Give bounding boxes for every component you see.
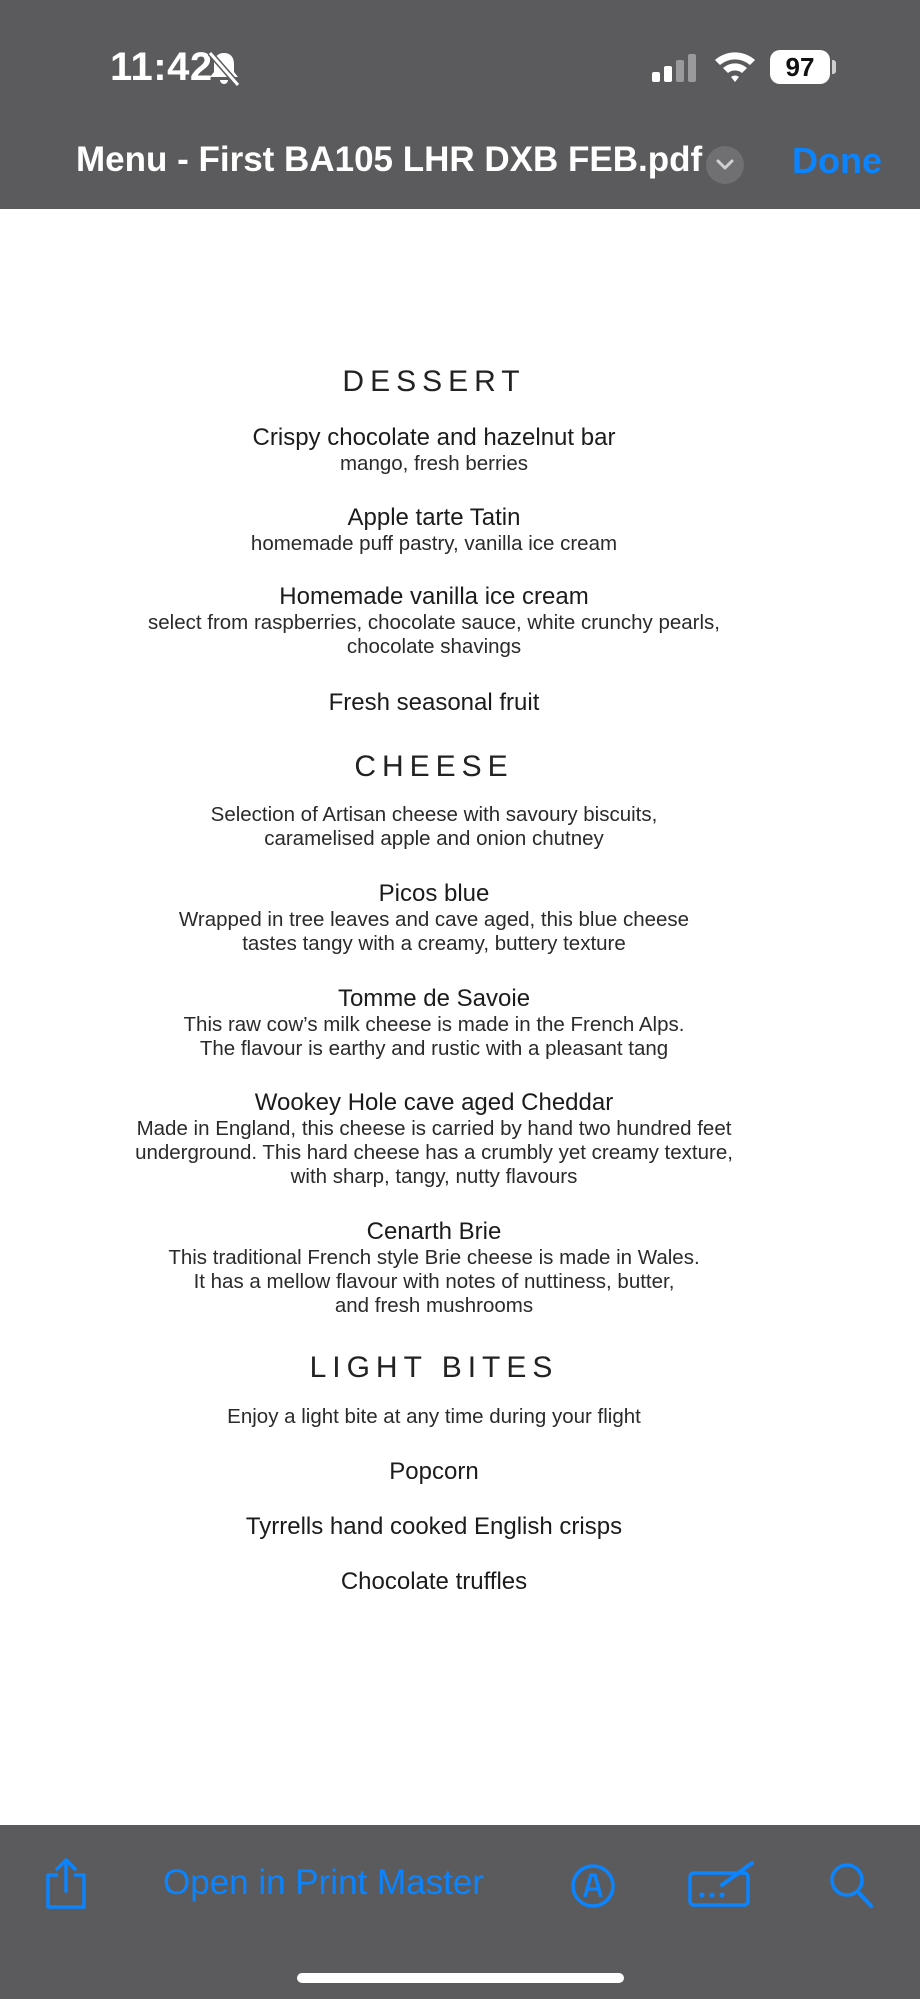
menu-item-desc: mango, fresh berries: [339, 452, 528, 475]
menu-item-desc: This traditional French style Brie cheese is made in Wales.: [168, 1246, 700, 1269]
cellular-signal-icon: [652, 52, 700, 84]
signature-icon[interactable]: [688, 1859, 756, 1909]
menu-item-desc: tastes tangy with a creamy, buttery texture: [242, 932, 626, 955]
section-intro: caramelised apple and onion chutney: [264, 827, 604, 850]
menu-item-name: Picos blue: [378, 880, 490, 907]
menu-item-name: Chocolate truffles: [340, 1568, 528, 1595]
markup-icon[interactable]: [570, 1863, 616, 1909]
chevron-down-icon: [715, 157, 735, 173]
section-heading-light-bites: LIGHT BITES: [309, 1351, 559, 1384]
document-title[interactable]: Menu - First BA105 LHR DXB FEB.pdf: [76, 140, 703, 179]
menu-item-desc: select from raspberries, chocolate sauce, white crunchy pearls,: [148, 611, 720, 634]
open-in-print-master-button[interactable]: Open in Print Master: [163, 1863, 484, 1902]
menu-item-desc: with sharp, tangy, nutty flavours: [290, 1165, 578, 1188]
bottom-toolbar: [0, 1825, 920, 1999]
menu-item-name: Homemade vanilla ice cream: [279, 583, 589, 610]
menu-item-desc: Made in England, this cheese is carried by hand two hundred feet: [136, 1117, 732, 1140]
menu-item-name: Wookey Hole cave aged Cheddar: [254, 1089, 614, 1116]
section-heading-dessert: DESSERT: [342, 365, 526, 398]
section-heading-cheese: CHEESE: [354, 750, 514, 783]
menu-item-desc: and fresh mushrooms: [334, 1294, 534, 1317]
done-button[interactable]: Done: [792, 140, 882, 181]
menu-item-desc: chocolate shavings: [346, 635, 522, 658]
title-menu-button[interactable]: [706, 146, 744, 184]
battery-tip: [832, 60, 836, 74]
menu-item-desc: homemade puff pastry, vanilla ice cream: [250, 532, 618, 555]
section-intro: Selection of Artisan cheese with savoury biscuits,: [210, 803, 658, 826]
battery-indicator: 97: [770, 50, 830, 84]
menu-item-name: Fresh seasonal fruit: [328, 689, 540, 716]
home-indicator[interactable]: [297, 1973, 624, 1983]
share-icon[interactable]: [44, 1857, 88, 1911]
menu-item-desc: Wrapped in tree leaves and cave aged, this blue cheese: [178, 908, 690, 931]
menu-item-desc: The flavour is earthy and rustic with a pleasant tang: [199, 1037, 669, 1060]
menu-item-desc: It has a mellow flavour with notes of nuttiness, butter,: [193, 1270, 675, 1293]
menu-item-name: Tomme de Savoie: [337, 985, 531, 1012]
status-time: 11:42: [110, 45, 213, 89]
menu-item-name: Apple tarte Tatin: [347, 504, 521, 531]
pdf-page[interactable]: [0, 209, 920, 1825]
menu-item-name: Tyrrells hand cooked English crisps: [245, 1513, 623, 1540]
menu-item-name: Crispy chocolate and hazelnut bar: [252, 424, 616, 451]
menu-item-desc: underground. This hard cheese has a crumbly yet creamy texture,: [135, 1141, 733, 1164]
menu-item-desc: This raw cow’s milk cheese is made in the French Alps.: [183, 1013, 685, 1036]
menu-item-name: Popcorn: [389, 1458, 479, 1485]
wifi-icon: [713, 48, 757, 84]
search-icon[interactable]: [828, 1861, 874, 1909]
silent-bell-icon: [206, 49, 242, 87]
menu-item-name: Cenarth Brie: [366, 1218, 502, 1245]
section-intro: Enjoy a light bite at any time during your flight: [227, 1405, 641, 1428]
top-bar: [0, 0, 920, 209]
